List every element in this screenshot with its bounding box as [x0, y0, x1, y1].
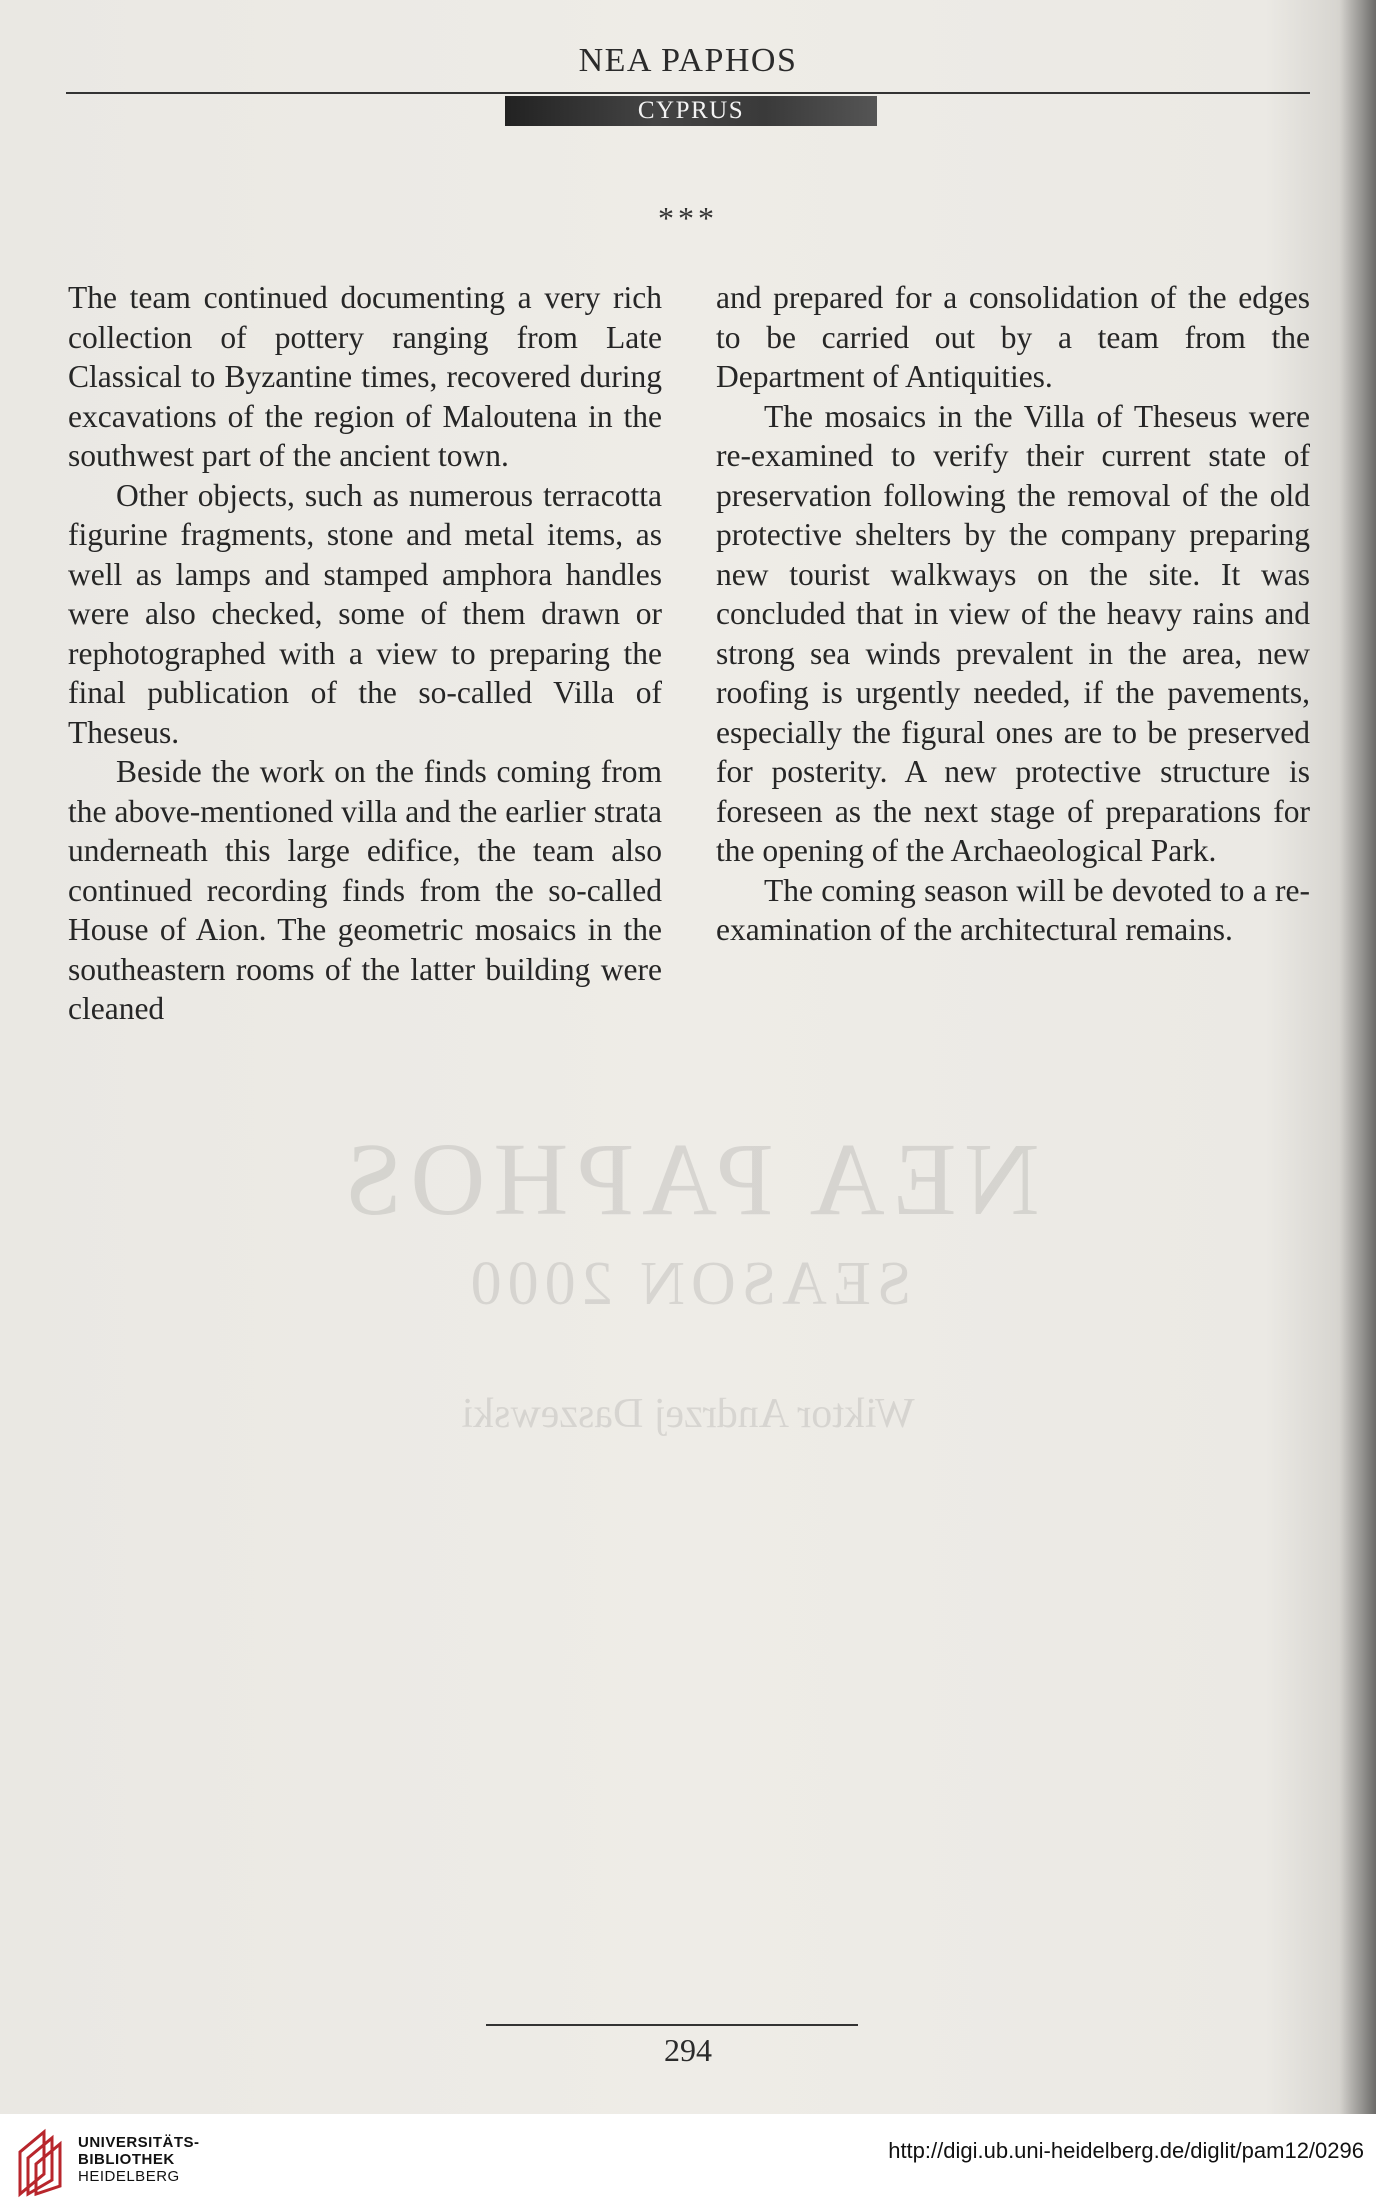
- running-title: NEA PAPHOS: [578, 42, 798, 79]
- show-through-title: NEA PAPHOS: [336, 1122, 1040, 1237]
- paragraph: The coming season will be devoted to a re-examination of the architectural remains.: [716, 872, 1310, 947]
- left-column: [68, 278, 662, 1029]
- paragraph: and prepared for a consolidation of the edges to be carried out by a team from the Department of Antiquities.: [716, 280, 1310, 394]
- library-name-line: HEIDELBERG: [78, 2168, 180, 2185]
- paragraph: The mosaics in the Villa of Theseus were re-examined to verify their current state of preservation following the removal of the old protective shelters by the company preparing new tourist walkways on the site. It was concluded that in view of the heavy rains and strong sea winds prevalent in the area, new roofing is urgently needed, if the pavements, especially the figural ones are to be preserved for posterity. A new protective structure is foreseen as the next stage of preparations for the opening of the Archaeological Park.: [716, 398, 1310, 868]
- show-through-subtitle: SEASON 2000: [464, 1250, 912, 1318]
- show-through-reverse-page: [0, 1060, 1376, 1960]
- permalink-url[interactable]: http://digi.ub.uni-heidelberg.de/diglit/pam12/0296: [888, 2138, 1364, 2163]
- library-name-line: BIBLIOTHEK: [78, 2151, 175, 2168]
- paragraph: The team continued documenting a very rich collection of pottery ranging from Late Classical to Byzantine times, recovered during excavations of the region of Maloutena in the southwest part of the ancient town.: [68, 280, 662, 473]
- right-column: [716, 278, 1310, 950]
- section-label: CYPRUS: [505, 96, 877, 126]
- page-number: 294: [664, 2032, 712, 2068]
- library-name-line: UNIVERSITÄTS-: [78, 2134, 200, 2151]
- library-name[interactable]: [78, 2134, 200, 2185]
- paragraph: Beside the work on the finds coming from the above-mentioned villa and the earlier strata underneath this large edifice, the team also continued recording finds from the so-called House of Aion. The geometric mosaics in the southeastern rooms of the latter building were cleaned: [68, 754, 662, 1026]
- footer-rule: [486, 2024, 858, 2026]
- show-through-author: Wiktor Andrzej Daszewski: [461, 1391, 915, 1437]
- ub-heidelberg-logo-icon[interactable]: [14, 2122, 66, 2198]
- section-separator: ***: [658, 200, 718, 236]
- header-rule: [66, 92, 1310, 94]
- paragraph: Other objects, such as numerous terracotta figurine fragments, stone and metal items, as well as lamps and stamped amphora handles were also checked, some of them drawn or rephotographed with a view to preparing the final publication of the so-called Villa of Theseus.: [68, 477, 662, 750]
